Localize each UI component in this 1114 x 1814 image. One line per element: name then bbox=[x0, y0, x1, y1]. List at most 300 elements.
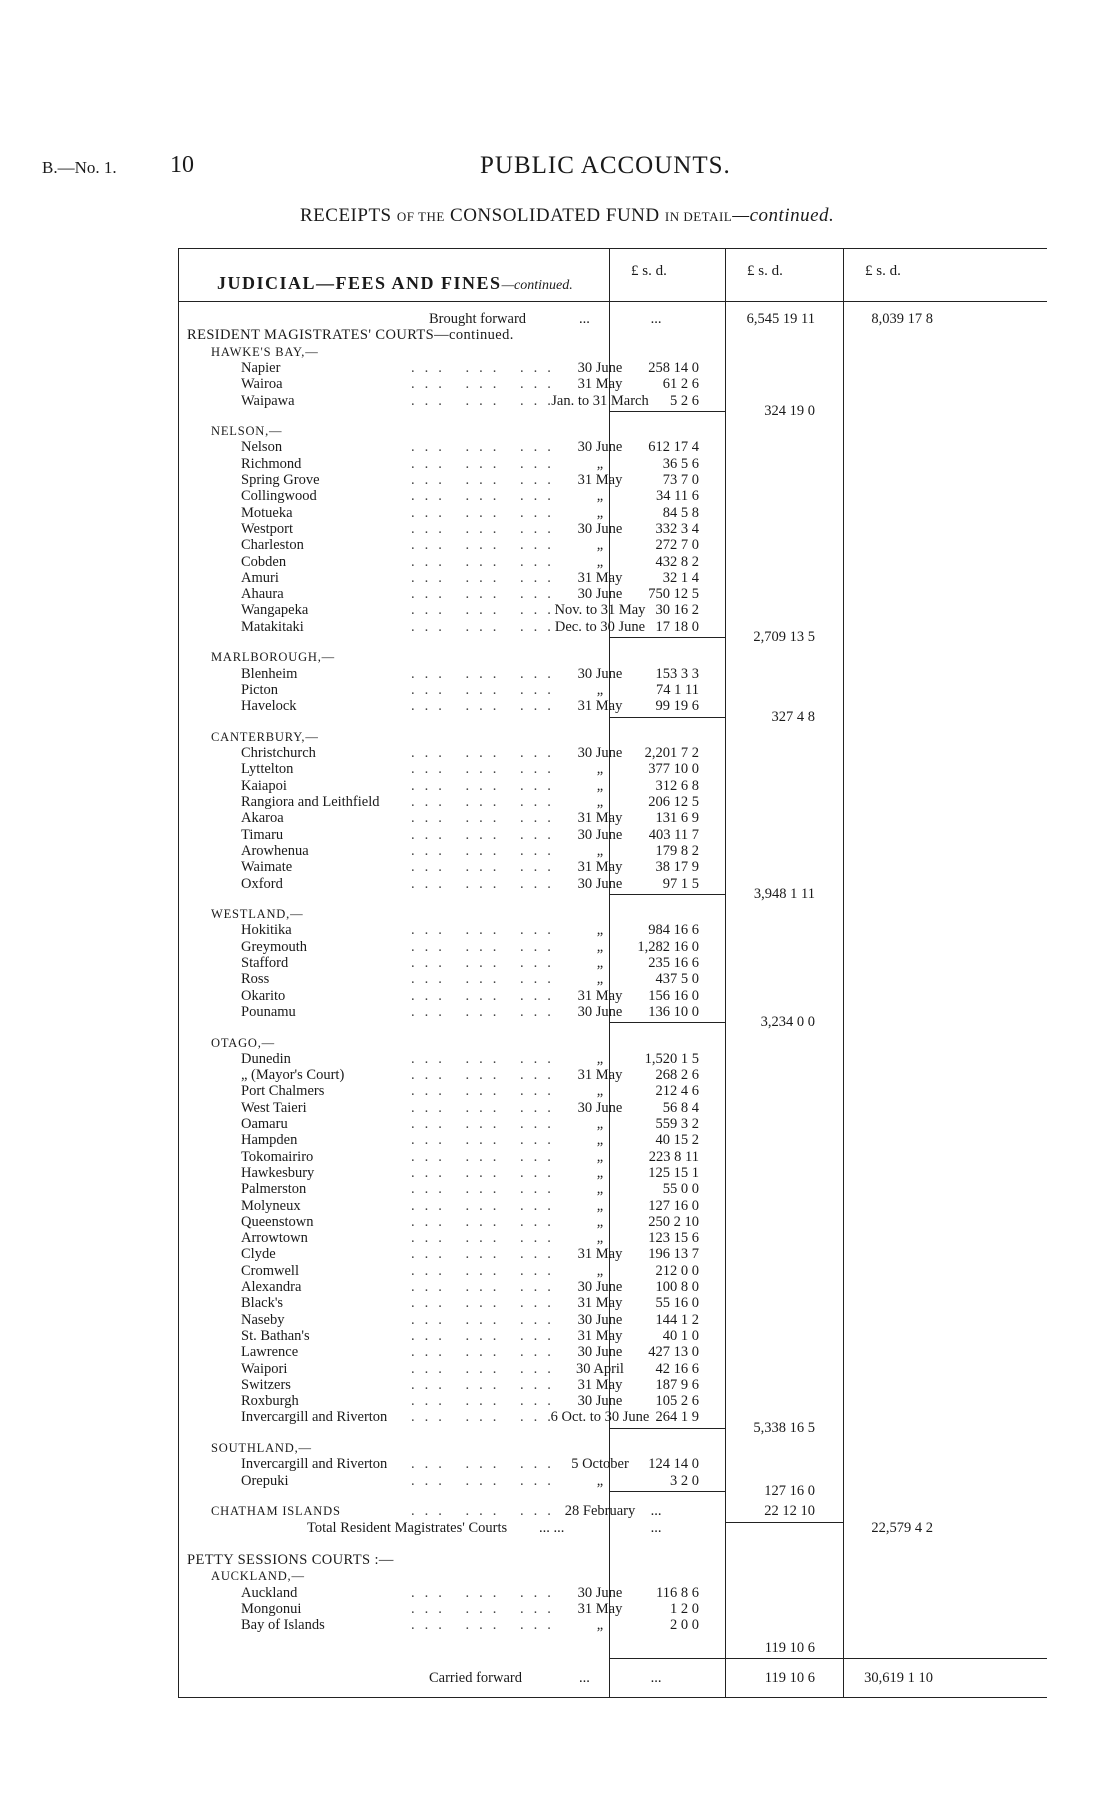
period-date: „ bbox=[596, 455, 604, 472]
leader-dots: ... ... ... bbox=[411, 1617, 561, 1634]
location-name: Rangiora and Leithfield bbox=[241, 794, 380, 810]
leader-dots: ... ... ... bbox=[411, 810, 561, 827]
leader-dots: ... ... ... bbox=[411, 376, 561, 393]
location-name: Molyneux bbox=[241, 1197, 301, 1214]
location-name: Motueka bbox=[241, 504, 293, 521]
period-date: „ bbox=[596, 1148, 604, 1165]
period-date: 31 May bbox=[577, 698, 623, 715]
leader-dots: ... ... ... bbox=[411, 586, 561, 603]
table-row bbox=[179, 761, 1047, 777]
location-name: „ (Mayor's Court) bbox=[241, 1067, 345, 1084]
leader-dots: ... ... ... bbox=[411, 1181, 561, 1198]
amount: 17 18 0 bbox=[655, 618, 699, 635]
group-heading bbox=[179, 1568, 1047, 1584]
table-row bbox=[179, 939, 1047, 955]
amount: 127 16 0 bbox=[648, 1197, 699, 1214]
location-name: Westport bbox=[241, 520, 293, 537]
amount: 268 2 6 bbox=[655, 1067, 699, 1084]
leader-dots: ... ... ... bbox=[411, 1601, 561, 1617]
subtotal-row bbox=[179, 629, 1047, 645]
period-date: 30 June bbox=[577, 875, 623, 892]
group-subtotal: 327 4 8 bbox=[771, 708, 815, 725]
group-name: MARLBOROUGH,— bbox=[211, 650, 335, 665]
document-reference: B.—No. 1. bbox=[42, 158, 117, 177]
location-name: Spring Grove bbox=[241, 472, 320, 488]
table-row bbox=[179, 602, 1047, 618]
period-date: „ bbox=[596, 1181, 604, 1198]
location-name: St. Bathan's bbox=[241, 1327, 310, 1344]
amount: 156 16 0 bbox=[648, 987, 699, 1004]
leader-dots: ... ... ... bbox=[411, 1003, 561, 1020]
location-name: Waipori bbox=[241, 1360, 288, 1377]
amount: 235 16 6 bbox=[648, 955, 699, 971]
period-date: 30 June bbox=[577, 1003, 623, 1020]
page-title: PUBLIC ACCOUNTS. bbox=[480, 152, 731, 179]
amount: 84 5 8 bbox=[662, 504, 699, 521]
amount: 97 1 5 bbox=[662, 875, 699, 892]
table-row bbox=[179, 488, 1047, 504]
subtotal-row bbox=[179, 1640, 1047, 1656]
leader-dots: ... ... ... bbox=[411, 1279, 561, 1295]
group-subtotal: 2,709 13 5 bbox=[753, 629, 815, 645]
petty-sessions-title: PETTY SESSIONS COURTS :— bbox=[187, 1552, 394, 1569]
table-row bbox=[179, 1198, 1047, 1214]
period-date: „ bbox=[596, 971, 604, 988]
petty-sessions-heading bbox=[179, 1552, 1047, 1568]
table-row bbox=[179, 1393, 1047, 1409]
period-date: „ bbox=[596, 488, 604, 505]
amount: 36 5 6 bbox=[662, 455, 699, 472]
location-name: Invercargill and Riverton bbox=[241, 1456, 388, 1473]
amount: 99 19 6 bbox=[655, 698, 699, 715]
amount: 38 17 9 bbox=[655, 859, 699, 876]
leader-dots: ... ... ... bbox=[411, 618, 561, 635]
leader-dots: ... ... ... bbox=[411, 1503, 561, 1520]
table-row bbox=[179, 1132, 1047, 1148]
period-date: 30 June bbox=[577, 439, 623, 456]
group-subtotal: 324 19 0 bbox=[764, 402, 815, 419]
leader-dots: ... ... ... bbox=[411, 1050, 561, 1067]
leader-dots: ... ... ... bbox=[411, 1148, 561, 1165]
leader-dots: ... ... ... bbox=[411, 859, 561, 876]
location-name: Wairoa bbox=[241, 376, 283, 393]
amount: 612 17 4 bbox=[648, 439, 699, 456]
table-row bbox=[179, 843, 1047, 859]
amount: 437 5 0 bbox=[655, 971, 699, 988]
period-date: „ bbox=[596, 922, 604, 939]
table-row bbox=[179, 554, 1047, 570]
table-row bbox=[179, 439, 1047, 455]
period-date: 31 May bbox=[577, 472, 623, 488]
brought-forward-label: Brought forward bbox=[429, 311, 527, 327]
period-date: „ bbox=[596, 761, 604, 778]
leader-dots: ... ... ... bbox=[411, 1230, 561, 1247]
period-date: „ bbox=[596, 955, 604, 971]
location-name: Arowhenua bbox=[241, 842, 309, 859]
leader-dots: ... ... ... bbox=[411, 777, 561, 794]
amount: 332 3 4 bbox=[655, 520, 699, 537]
page-number: 10 bbox=[170, 152, 194, 178]
group-heading bbox=[179, 1035, 1047, 1051]
period-date: „ bbox=[596, 504, 604, 521]
leader-dots: ... ... ... bbox=[411, 455, 561, 472]
amount: 74 1 11 bbox=[656, 681, 699, 698]
table-row bbox=[179, 1344, 1047, 1360]
location-name: Dunedin bbox=[241, 1050, 291, 1067]
amount: 427 13 0 bbox=[648, 1344, 699, 1361]
period-date: „ bbox=[596, 777, 604, 794]
subtotal-row bbox=[179, 1483, 1047, 1499]
location-name: Collingwood bbox=[241, 488, 317, 505]
location-name: Waimate bbox=[241, 859, 293, 876]
group-name: SOUTHLAND,— bbox=[211, 1441, 312, 1455]
period-date: 30 June bbox=[577, 359, 623, 376]
table-row bbox=[179, 1051, 1047, 1067]
location-name: Clyde bbox=[241, 1246, 276, 1263]
leader-dots: ... ... ... bbox=[411, 537, 561, 554]
amount: 100 8 0 bbox=[655, 1279, 699, 1295]
period-date: 31 May bbox=[577, 569, 623, 586]
group-name: CANTERBURY,— bbox=[211, 729, 319, 744]
accounts-table bbox=[178, 248, 1047, 1698]
period-date: „ bbox=[596, 553, 604, 570]
location-name: Mongonui bbox=[241, 1601, 302, 1617]
leader-dots: ... ... ... bbox=[411, 1409, 561, 1426]
amount: 125 15 1 bbox=[648, 1164, 699, 1181]
amount: 123 15 6 bbox=[648, 1230, 699, 1247]
amount: 264 1 9 bbox=[655, 1409, 699, 1426]
location-name: West Taieri bbox=[241, 1099, 307, 1116]
location-name: Matakitaki bbox=[241, 618, 304, 635]
table-row bbox=[179, 666, 1047, 682]
location-name: Richmond bbox=[241, 455, 302, 472]
amount: 55 16 0 bbox=[655, 1295, 699, 1312]
amount: 984 16 6 bbox=[648, 922, 699, 939]
table-row bbox=[179, 1214, 1047, 1230]
period-date: „ bbox=[596, 1132, 604, 1149]
location-name: Orepuki bbox=[241, 1472, 289, 1489]
leader-dots: ... ... ... bbox=[411, 1067, 561, 1084]
subtitle-of-the: OF THE bbox=[396, 209, 445, 224]
amount: 61 2 6 bbox=[662, 376, 699, 393]
amount: 2 0 0 bbox=[670, 1617, 699, 1634]
rm-courts-heading bbox=[179, 327, 1047, 343]
table-row bbox=[179, 586, 1047, 602]
carried-forward-row bbox=[179, 1670, 1047, 1686]
subtitle-continued: —continued. bbox=[732, 205, 835, 226]
leader-dots: ... ... ... bbox=[411, 359, 561, 376]
leader-dots: ... ... ... bbox=[411, 569, 561, 586]
chatham-col1: ... bbox=[650, 1503, 662, 1520]
leader-dots: ... ... ... bbox=[411, 1164, 561, 1181]
leader-dots: ... ... ... bbox=[411, 922, 561, 939]
table-row bbox=[179, 1328, 1047, 1344]
table-row bbox=[179, 1083, 1047, 1099]
group-heading bbox=[179, 649, 1047, 665]
period-date: „ bbox=[596, 1617, 604, 1634]
section-title: JUDICIAL—FEES AND FINES—continued. bbox=[217, 273, 573, 293]
amount: 1,282 16 0 bbox=[637, 938, 699, 955]
rm-total-row bbox=[179, 1520, 1047, 1536]
subtotal-row bbox=[179, 886, 1047, 902]
brought-forward-col3: 8,039 17 8 bbox=[871, 311, 933, 327]
amount: 377 10 0 bbox=[648, 761, 699, 778]
location-name: Napier bbox=[241, 359, 281, 376]
leader-dots: ... ... ... bbox=[411, 504, 561, 521]
leader-dots: ... ... ... bbox=[411, 1132, 561, 1149]
amount: 196 13 7 bbox=[648, 1246, 699, 1263]
table-row bbox=[179, 922, 1047, 938]
group-heading bbox=[179, 729, 1047, 745]
table-row bbox=[179, 1246, 1047, 1262]
leader-dots: ... ... ... bbox=[411, 1327, 561, 1344]
leader-dots: ... ... ... bbox=[411, 1456, 561, 1473]
amount: 272 7 0 bbox=[655, 537, 699, 554]
period-date: „ bbox=[596, 1050, 604, 1067]
amount: 153 3 3 bbox=[655, 665, 699, 682]
location-name: Hawkesbury bbox=[241, 1164, 315, 1181]
leader-dots: ... ... ... bbox=[411, 875, 561, 892]
amount: 559 3 2 bbox=[655, 1116, 699, 1132]
group-name: HAWKE'S BAY,— bbox=[211, 344, 319, 359]
leader-dots: ... ... ... bbox=[411, 520, 561, 537]
table-row bbox=[179, 360, 1047, 376]
table-row bbox=[179, 1295, 1047, 1311]
leader-dots: ... ... ... bbox=[411, 1472, 561, 1489]
period-date: „ bbox=[596, 1472, 604, 1489]
chatham-col2: 22 12 10 bbox=[764, 1503, 815, 1520]
table-row bbox=[179, 859, 1047, 875]
location-name: Waipawa bbox=[241, 392, 295, 409]
period-date: Dec. to 30 June bbox=[554, 618, 646, 635]
location-name: Havelock bbox=[241, 698, 297, 715]
period-date: 30 June bbox=[577, 826, 623, 843]
leader-dots: ... ... ... bbox=[411, 955, 561, 971]
location-name: Tokomairiro bbox=[241, 1148, 314, 1165]
leader-dots: ... ... ... bbox=[411, 842, 561, 859]
amount: 144 1 2 bbox=[655, 1311, 699, 1328]
table-row bbox=[179, 1165, 1047, 1181]
table-row bbox=[179, 1149, 1047, 1165]
group-subtotal: 119 10 6 bbox=[764, 1639, 815, 1656]
rm-total-label: Total Resident Magistrates' Courts bbox=[307, 1519, 508, 1536]
table-row bbox=[179, 1312, 1047, 1328]
location-name: Naseby bbox=[241, 1311, 285, 1328]
amount: 105 2 6 bbox=[655, 1393, 699, 1410]
period-date: 31 May bbox=[577, 1601, 623, 1617]
amount: 56 8 4 bbox=[662, 1099, 699, 1116]
table-row bbox=[179, 1116, 1047, 1132]
period-date: „ bbox=[596, 1197, 604, 1214]
location-name: Cromwell bbox=[241, 1262, 299, 1279]
table-row bbox=[179, 505, 1047, 521]
period-date: 30 June bbox=[577, 1584, 623, 1601]
amount: 40 15 2 bbox=[655, 1132, 699, 1149]
table-row bbox=[179, 1230, 1047, 1246]
amount: 250 2 10 bbox=[648, 1213, 699, 1230]
location-name: Invercargill and Riverton bbox=[241, 1409, 388, 1426]
subtotal-row bbox=[179, 1420, 1047, 1436]
period-date: 5 October bbox=[571, 1456, 629, 1473]
amount: 212 4 6 bbox=[655, 1083, 699, 1100]
chatham-name: CHATHAM ISLANDS bbox=[211, 1504, 341, 1519]
location-name: Picton bbox=[241, 681, 279, 698]
period-date: 30 June bbox=[577, 1311, 623, 1328]
leader-dots: ... ... ... bbox=[411, 439, 561, 456]
group-name: NELSON,— bbox=[211, 424, 283, 439]
table-row bbox=[179, 376, 1047, 392]
leader-dots: ... ... ... bbox=[411, 1213, 561, 1230]
location-name: Hokitika bbox=[241, 922, 292, 939]
location-name: Palmerston bbox=[241, 1181, 307, 1198]
table-row bbox=[179, 745, 1047, 761]
table-row bbox=[179, 1601, 1047, 1617]
location-name: Charleston bbox=[241, 537, 304, 554]
amount: 403 11 7 bbox=[648, 826, 699, 843]
location-name: Port Chalmers bbox=[241, 1083, 325, 1100]
period-date: „ bbox=[596, 1230, 604, 1247]
location-name: Ross bbox=[241, 971, 270, 988]
period-date: „ bbox=[596, 794, 604, 810]
period-date: 31 May bbox=[577, 987, 623, 1004]
leader-dots: ... ... ... bbox=[411, 488, 561, 505]
group-subtotal: 127 16 0 bbox=[764, 1482, 815, 1499]
location-name: Queenstown bbox=[241, 1213, 314, 1230]
leader-dots: ... ... ... bbox=[411, 971, 561, 988]
period-date: „ bbox=[596, 842, 604, 859]
location-name: Auckland bbox=[241, 1584, 298, 1601]
location-name: Cobden bbox=[241, 553, 287, 570]
table-row bbox=[179, 1067, 1047, 1083]
period-date: „ bbox=[596, 1116, 604, 1132]
leader-dots: ... ... ... bbox=[411, 1360, 561, 1377]
carried-forward-col1: ... bbox=[650, 1669, 662, 1686]
group-name: WESTLAND,— bbox=[211, 907, 304, 922]
location-name: Wangapeka bbox=[241, 602, 309, 619]
amount: 206 12 5 bbox=[648, 794, 699, 810]
subtotal-row bbox=[179, 1014, 1047, 1030]
amount: 124 14 0 bbox=[648, 1456, 699, 1473]
amount: 187 9 6 bbox=[655, 1376, 699, 1393]
column-header-3: £ s. d. bbox=[865, 263, 901, 279]
table-row bbox=[179, 472, 1047, 488]
amount: 5 2 6 bbox=[670, 392, 699, 409]
leader-dots: ... ... ... bbox=[411, 665, 561, 682]
amount: 223 8 11 bbox=[648, 1148, 699, 1165]
group-name: AUCKLAND,— bbox=[211, 1569, 305, 1584]
location-name: Lyttelton bbox=[241, 761, 294, 778]
page-subtitle bbox=[300, 205, 834, 227]
leader-dots: ... ... ... bbox=[411, 1311, 561, 1328]
column-header-1: £ s. d. bbox=[631, 263, 667, 279]
amount: 42 16 6 bbox=[655, 1360, 699, 1377]
period-date: 30 June bbox=[577, 1393, 623, 1410]
location-name: Kaiapoi bbox=[241, 777, 287, 794]
subtotal-rule bbox=[609, 1658, 1047, 1659]
leader-dots: ... ... ... bbox=[411, 1376, 561, 1393]
leader-dots: ... ... ... bbox=[411, 794, 561, 810]
table-row bbox=[179, 1263, 1047, 1279]
subtotal-row bbox=[179, 709, 1047, 725]
table-row bbox=[179, 1100, 1047, 1116]
location-name: Akaroa bbox=[241, 810, 284, 827]
group-heading bbox=[179, 423, 1047, 439]
leader-dots: ... ... ... bbox=[411, 553, 561, 570]
amount: 131 6 9 bbox=[655, 810, 699, 827]
period-date: 31 May bbox=[577, 810, 623, 827]
location-name: Lawrence bbox=[241, 1344, 299, 1361]
amount: 750 12 5 bbox=[648, 586, 699, 603]
amount: 40 1 0 bbox=[662, 1327, 699, 1344]
leader-dots: ... ... ... bbox=[411, 745, 561, 762]
table-row bbox=[179, 778, 1047, 794]
carried-forward-col2: 119 10 6 bbox=[764, 1669, 815, 1686]
amount: 1,520 1 5 bbox=[644, 1050, 699, 1067]
table-row bbox=[179, 521, 1047, 537]
leader-dots: ... ... ... bbox=[411, 826, 561, 843]
leader-dots: ... ... ... bbox=[411, 1295, 561, 1312]
leader-dots: ... ... ... bbox=[411, 1344, 561, 1361]
location-name: Blenheim bbox=[241, 665, 298, 682]
leader-dots: ... ... ... bbox=[411, 1246, 561, 1263]
period-date: „ bbox=[596, 1262, 604, 1279]
rm-courts-title: RESIDENT MAGISTRATES' COURTS—continued. bbox=[187, 327, 514, 344]
amount: 312 6 8 bbox=[655, 777, 699, 794]
column-header-2: £ s. d. bbox=[747, 263, 783, 279]
amount: 179 8 2 bbox=[655, 842, 699, 859]
subtotal-row bbox=[179, 403, 1047, 419]
rm-total-col3: 22,579 4 2 bbox=[871, 1519, 933, 1536]
location-name: Christchurch bbox=[241, 745, 316, 762]
location-name: Bay of Islands bbox=[241, 1617, 325, 1634]
brought-forward-row bbox=[179, 311, 1047, 327]
table-row bbox=[179, 794, 1047, 810]
amount: 32 1 4 bbox=[662, 569, 699, 586]
leader-dots: ... ... ... bbox=[411, 472, 561, 488]
amount: 116 8 6 bbox=[656, 1584, 699, 1601]
location-name: Black's bbox=[241, 1295, 284, 1312]
period-date: 31 May bbox=[577, 1327, 623, 1344]
period-date: „ bbox=[596, 681, 604, 698]
period-date: 30 June bbox=[577, 520, 623, 537]
table-row bbox=[179, 1617, 1047, 1633]
table-row bbox=[179, 682, 1047, 698]
amount: 212 0 0 bbox=[655, 1262, 699, 1279]
period-date: „ bbox=[596, 1083, 604, 1100]
period-date: 30 June bbox=[577, 1279, 623, 1295]
period-date: 31 May bbox=[577, 376, 623, 393]
leader-dots: ... ... ... bbox=[411, 1393, 561, 1410]
leader-dots: ... ... ... bbox=[411, 392, 561, 409]
period-date: 6 Oct. to 30 June bbox=[550, 1409, 650, 1426]
carried-forward-label: Carried forward bbox=[429, 1669, 522, 1686]
location-name: Roxburgh bbox=[241, 1393, 299, 1410]
group-subtotal: 3,234 0 0 bbox=[760, 1014, 815, 1031]
table-row bbox=[179, 971, 1047, 987]
amount: 30 16 2 bbox=[655, 602, 699, 619]
leader-dots: ... ... ... bbox=[411, 1197, 561, 1214]
amount: 34 11 6 bbox=[656, 488, 699, 505]
table-row bbox=[179, 955, 1047, 971]
carried-forward-col3: 30,619 1 10 bbox=[864, 1669, 933, 1686]
leader-dots: ... ... ... bbox=[411, 987, 561, 1004]
brought-forward-col2: 6,545 19 11 bbox=[746, 311, 815, 327]
period-date: „ bbox=[596, 938, 604, 955]
location-name: Ahaura bbox=[241, 586, 284, 603]
leader-dots: ... ... ... bbox=[411, 938, 561, 955]
amount: 73 7 0 bbox=[662, 472, 699, 488]
period-date: 31 May bbox=[577, 1246, 623, 1263]
